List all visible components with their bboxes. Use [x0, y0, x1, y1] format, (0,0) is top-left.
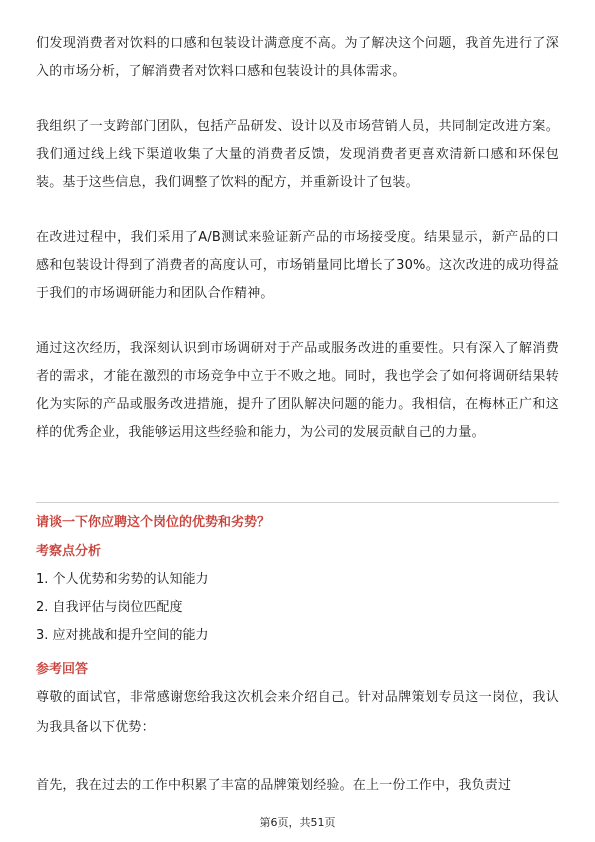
list-item: 2. 自我评估与岗位匹配度 — [36, 600, 183, 615]
paragraph: 通过这次经历，我深刻认识到市场调研对于产品或服务改进的重要性。只有深入了解消费者的需求，才能在激烈的市场竞争中立于不败之地。同时，我也学会了如何将调研结果转化为实际的产品或服务改进措施，提升了团队解决问题的能力。我相信，在梅林正广和这样的优秀企业，我能够运用这些经验和能力，为公司的发展贡献自己的力量。 — [36, 341, 559, 440]
interview-question: 请谈一下你应聘这个岗位的优势和劣势？ — [36, 515, 271, 530]
page-number: 第6页，共51页 — [259, 816, 336, 829]
analysis-list — [36, 566, 559, 650]
answer-heading: 参考回答 — [36, 662, 89, 677]
paragraph: 们发现消费者对饮料的口感和包装设计满意度不高。为了解决这个问题，我首先进行了深入的市场分析，了解消费者对饮料口感和包装设计的具体需求。 — [36, 36, 559, 79]
answer-text — [36, 683, 559, 801]
paragraph: 尊敬的面试官，非常感谢您给我这次机会来介绍自己。针对品牌策划专员这一岗位，我认为我具备以下优势： — [36, 690, 559, 735]
list-item: 3. 应对挑战和提升空间的能力 — [36, 628, 209, 643]
paragraph: 在改进过程中，我们采用了A/B测试来验证新产品的市场接受度。结果显示，新产品的口感和包装设计得到了消费者的高度认可，市场销量同比增长了30%。这次改进的成功得益于我们的市场调研能力和团队合作精神。 — [36, 230, 559, 301]
body-text — [36, 30, 559, 447]
analysis-heading: 考察点分析 — [36, 544, 102, 559]
paragraph: 我组织了一支跨部门团队，包括产品研发、设计以及市场营销人员，共同制定改进方案。我们通过线上线下渠道收集了大量的消费者反馈，发现消费者更喜欢清新口感和环保包装。基于这些信息，我们调整了饮料的配方，并重新设计了包装。 — [36, 119, 559, 190]
paragraph: 首先，我在过去的工作中积累了丰富的品牌策划经验。在上一份工作中，我负责过 — [36, 778, 512, 793]
section-divider — [36, 502, 559, 503]
list-item: 1. 个人优势和劣势的认知能力 — [36, 572, 209, 587]
